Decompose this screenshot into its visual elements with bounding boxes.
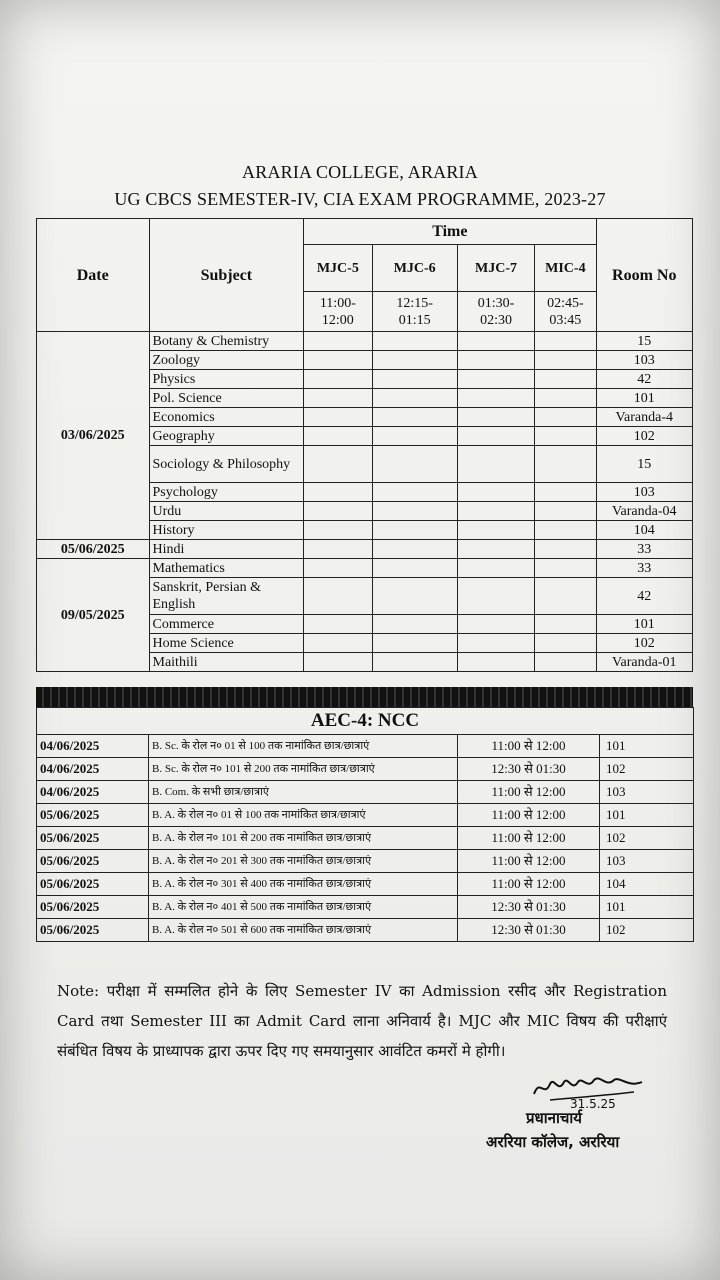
exam-date: 03/06/2025 (37, 332, 150, 540)
slot-cell (304, 389, 372, 408)
slot-cell (304, 427, 372, 446)
ncc-room: 103 (600, 850, 694, 873)
table-row (37, 735, 694, 758)
slot-cell (535, 408, 596, 427)
room-number: 103 (596, 351, 693, 370)
room-number: 42 (596, 370, 693, 389)
exam-date: 05/06/2025 (37, 540, 150, 559)
slot-cell (304, 502, 372, 521)
header-row (37, 219, 693, 245)
slot-cell (457, 332, 534, 351)
ncc-room: 102 (600, 919, 694, 942)
ncc-schedule-table (36, 707, 694, 942)
slot-cell (457, 653, 534, 672)
room-number: 102 (596, 634, 693, 653)
subject-name: Geography (149, 427, 304, 446)
subject-name: Home Science (149, 634, 304, 653)
slot-cell (457, 389, 534, 408)
slot-cell (457, 559, 534, 578)
slot-cell (304, 332, 372, 351)
slot-cell (304, 483, 372, 502)
slot-time (457, 292, 534, 332)
svg-text:31.5.25: 31.5.25 (570, 1097, 616, 1110)
ncc-date: 04/06/2025 (37, 735, 149, 758)
slot-cell (372, 634, 457, 653)
programme-title: UG CBCS SEMESTER-IV, CIA EXAM PROGRAMME, 2023-27 (114, 189, 606, 209)
slot-cell (372, 332, 457, 351)
ncc-time: 11:00 से 12:00 (458, 850, 600, 873)
slot-time (535, 292, 596, 332)
slot-cell (304, 446, 372, 483)
slot-cell (457, 634, 534, 653)
college-stamp-text: अररिया कॉलेज, अररिया (486, 1133, 620, 1151)
slot-cell (535, 427, 596, 446)
ncc-title: AEC-4: NCC (37, 708, 694, 735)
slot-cell (457, 446, 534, 483)
ncc-time: 12:30 से 01:30 (458, 919, 600, 942)
ncc-description: B. A. के रोल न० 01 से 100 तक नामांकित छात्र/छात्राएं (149, 804, 458, 827)
slot-cell (535, 483, 596, 502)
table-row (37, 827, 694, 850)
slot-cell (535, 578, 596, 615)
slot-cell (535, 332, 596, 351)
ncc-description: B. A. के रोल न० 101 से 200 तक नामांकित छात्र/छात्राएं (149, 827, 458, 850)
exam-date: 09/05/2025 (37, 559, 150, 672)
slot-cell (372, 370, 457, 389)
slot-cell (372, 446, 457, 483)
ncc-description: B. Com. के सभी छात्र/छात्राएं (149, 781, 458, 804)
table-row (37, 873, 694, 896)
principal-signature (530, 1068, 660, 1110)
slot-cell (304, 615, 372, 634)
table-row (37, 758, 694, 781)
slot-cell (372, 521, 457, 540)
room-number: 101 (596, 389, 693, 408)
subject-name: Hindi (149, 540, 304, 559)
slot-cell (457, 483, 534, 502)
subject-name: Economics (149, 408, 304, 427)
subject-name: Psychology (149, 483, 304, 502)
ncc-description: B. Sc. के रोल न० 101 से 200 तक नामांकित छात्र/छात्राएं (149, 758, 458, 781)
slot-cell (457, 521, 534, 540)
subject-name: Maithili (149, 653, 304, 672)
subject-name: Botany & Chemistry (149, 332, 304, 351)
ncc-room: 104 (600, 873, 694, 896)
slot-time-text: 12:15- 01:15 (396, 295, 433, 328)
slot-cell (304, 559, 372, 578)
slot-time-text: 11:00- 12:00 (319, 295, 356, 328)
room-number: Varanda-4 (596, 408, 693, 427)
ncc-date: 05/06/2025 (37, 850, 149, 873)
room-number: Varanda-04 (596, 502, 693, 521)
slot-cell (372, 483, 457, 502)
slot-cell (535, 540, 596, 559)
section-divider (36, 687, 693, 707)
slot-cell (372, 540, 457, 559)
room-number: 42 (596, 578, 693, 615)
slot-cell (372, 559, 457, 578)
subject-name: Commerce (149, 615, 304, 634)
slot-paper: MIC-4 (535, 245, 596, 292)
ncc-date: 05/06/2025 (37, 804, 149, 827)
ncc-time: 11:00 से 12:00 (458, 781, 600, 804)
column-header-date: Date (37, 219, 150, 332)
table-row (37, 804, 694, 827)
ncc-description: B. A. के रोल न० 201 से 300 तक नामांकित छात्र/छात्राएं (149, 850, 458, 873)
slot-cell (372, 389, 457, 408)
slot-cell (457, 578, 534, 615)
ncc-time: 12:30 से 01:30 (458, 758, 600, 781)
subject-name: Physics (149, 370, 304, 389)
slot-cell (304, 653, 372, 672)
slot-time-text: 01:30- 02:30 (477, 295, 515, 328)
slot-cell (457, 427, 534, 446)
college-name: ARARIA COLLEGE, ARARIA (242, 162, 478, 182)
slot-cell (304, 521, 372, 540)
room-number: 104 (596, 521, 693, 540)
ncc-date: 05/06/2025 (37, 896, 149, 919)
exam-note: Note: परीक्षा में सम्मलित होने के लिए Semester IV का Admission रसीद और Registration Card तथा Semester III का Admit Card लाना अनिवार्य है। MJC और MIC विषय की परीक्षाएं संबंधित विषय के प्राध्यापक द्वारा ऊपर दिए गए समयानुसार आवंटित कमरों मे होगी। (57, 982, 667, 1060)
room-number: 33 (596, 559, 693, 578)
room-number: Varanda-01 (596, 653, 693, 672)
ncc-date: 04/06/2025 (37, 758, 149, 781)
table-row (37, 781, 694, 804)
slot-cell (372, 653, 457, 672)
slot-cell (457, 351, 534, 370)
ncc-description: B. A. के रोल न० 501 से 600 तक नामांकित छात्र/छात्राएं (149, 919, 458, 942)
slot-cell (304, 634, 372, 653)
column-header-subject: Subject (149, 219, 304, 332)
slot-paper: MJC-6 (372, 245, 457, 292)
ncc-time: 12:30 से 01:30 (458, 896, 600, 919)
slot-paper: MJC-7 (457, 245, 534, 292)
room-number: 15 (596, 332, 693, 351)
slot-cell (372, 502, 457, 521)
subject-name: Zoology (149, 351, 304, 370)
subject-name: Mathematics (149, 559, 304, 578)
slot-cell (535, 351, 596, 370)
ncc-time: 11:00 से 12:00 (458, 735, 600, 758)
room-number: 15 (596, 446, 693, 483)
table-row (37, 919, 694, 942)
column-header-room: Room No (596, 219, 693, 332)
ncc-date: 05/06/2025 (37, 827, 149, 850)
slot-cell (457, 408, 534, 427)
table-row (37, 332, 693, 351)
ncc-date: 05/06/2025 (37, 873, 149, 896)
ncc-date: 05/06/2025 (37, 919, 149, 942)
ncc-title-row (37, 708, 694, 735)
slot-cell (535, 389, 596, 408)
subject-name: Pol. Science (149, 389, 304, 408)
slot-cell (535, 653, 596, 672)
slot-cell (457, 502, 534, 521)
table-row (37, 850, 694, 873)
slot-cell (304, 370, 372, 389)
ncc-description: B. Sc. के रोल न० 01 से 100 तक नामांकित छात्र/छात्राएं (149, 735, 458, 758)
ncc-room: 102 (600, 758, 694, 781)
slot-cell (372, 351, 457, 370)
ncc-room: 101 (600, 804, 694, 827)
slot-paper: MJC-5 (304, 245, 372, 292)
ncc-time: 11:00 से 12:00 (458, 804, 600, 827)
exam-schedule-table (36, 218, 693, 672)
slot-cell (457, 370, 534, 389)
slot-cell (304, 408, 372, 427)
slot-time (304, 292, 372, 332)
ncc-description: B. A. के रोल न० 301 से 400 तक नामांकित छात्र/छात्राएं (149, 873, 458, 896)
slot-cell (535, 446, 596, 483)
principal-designation: प्रधानाचार्य (526, 1109, 582, 1127)
ncc-time: 11:00 से 12:00 (458, 873, 600, 896)
slot-cell (535, 521, 596, 540)
ncc-time: 11:00 से 12:00 (458, 827, 600, 850)
subject-name: History (149, 521, 304, 540)
column-header-time: Time (304, 219, 596, 245)
table-row (37, 896, 694, 919)
ncc-description: B. A. के रोल न० 401 से 500 तक नामांकित छात्र/छात्राएं (149, 896, 458, 919)
slot-cell (457, 540, 534, 559)
ncc-room: 101 (600, 735, 694, 758)
ncc-date: 04/06/2025 (37, 781, 149, 804)
subject-name: Urdu (149, 502, 304, 521)
slot-cell (304, 351, 372, 370)
subject-name: Sanskrit, Persian & English (149, 578, 304, 615)
room-number: 101 (596, 615, 693, 634)
slot-cell (535, 634, 596, 653)
slot-cell (372, 578, 457, 615)
slot-cell (372, 427, 457, 446)
slot-cell (304, 540, 372, 559)
slot-cell (304, 578, 372, 615)
slot-cell (535, 370, 596, 389)
room-number: 102 (596, 427, 693, 446)
slot-cell (372, 615, 457, 634)
ncc-room: 102 (600, 827, 694, 850)
room-number: 103 (596, 483, 693, 502)
subject-name: Sociology & Philosophy (149, 446, 304, 483)
slot-time (372, 292, 457, 332)
slot-cell (535, 559, 596, 578)
slot-cell (372, 408, 457, 427)
table-row (37, 540, 693, 559)
slot-cell (535, 615, 596, 634)
room-number: 33 (596, 540, 693, 559)
slot-cell (457, 615, 534, 634)
slot-cell (535, 502, 596, 521)
ncc-room: 101 (600, 896, 694, 919)
ncc-room: 103 (600, 781, 694, 804)
table-row (37, 559, 693, 578)
slot-time-text: 02:45- 03:45 (547, 295, 584, 328)
